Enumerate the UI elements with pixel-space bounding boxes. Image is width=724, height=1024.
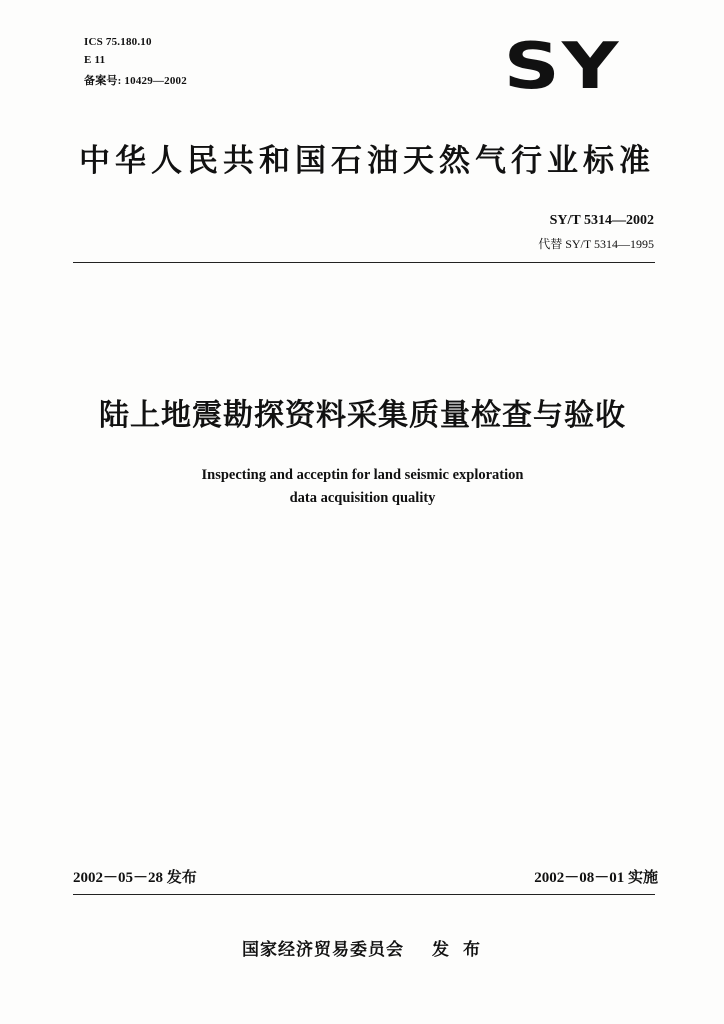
standard-code: SY/T 5314—2002 [549, 213, 654, 228]
registration-number: 备案号: 10429—2002 [84, 75, 187, 87]
issuer-name: 国家经济贸易委员会 [242, 940, 404, 960]
implement-date: 2002－08－01 实施 [534, 870, 658, 886]
replaces-standard: 代替 SY/T 5314—1995 [538, 237, 654, 251]
sy-logo: SY [503, 30, 621, 104]
issuing-authority [242, 935, 494, 960]
document-title-english-line2: data acquisition quality [289, 490, 436, 506]
document-title-chinese: 陆上地震勘探资料采集质量检查与验收 [99, 398, 626, 433]
footer-divider [73, 894, 655, 895]
document-title-english-line1: Inspecting and acceptin for land seismic exploration [201, 467, 524, 483]
header-divider [73, 262, 655, 263]
issue-action: 发布 [432, 940, 494, 960]
ics-code: ICS 75.180.10 [84, 36, 152, 48]
classification-code: E 11 [84, 54, 106, 66]
industry-standard-title: 中华人民共和国石油天然气行业标准 [79, 143, 655, 179]
publish-date: 2002－05－28 发布 [73, 870, 197, 886]
